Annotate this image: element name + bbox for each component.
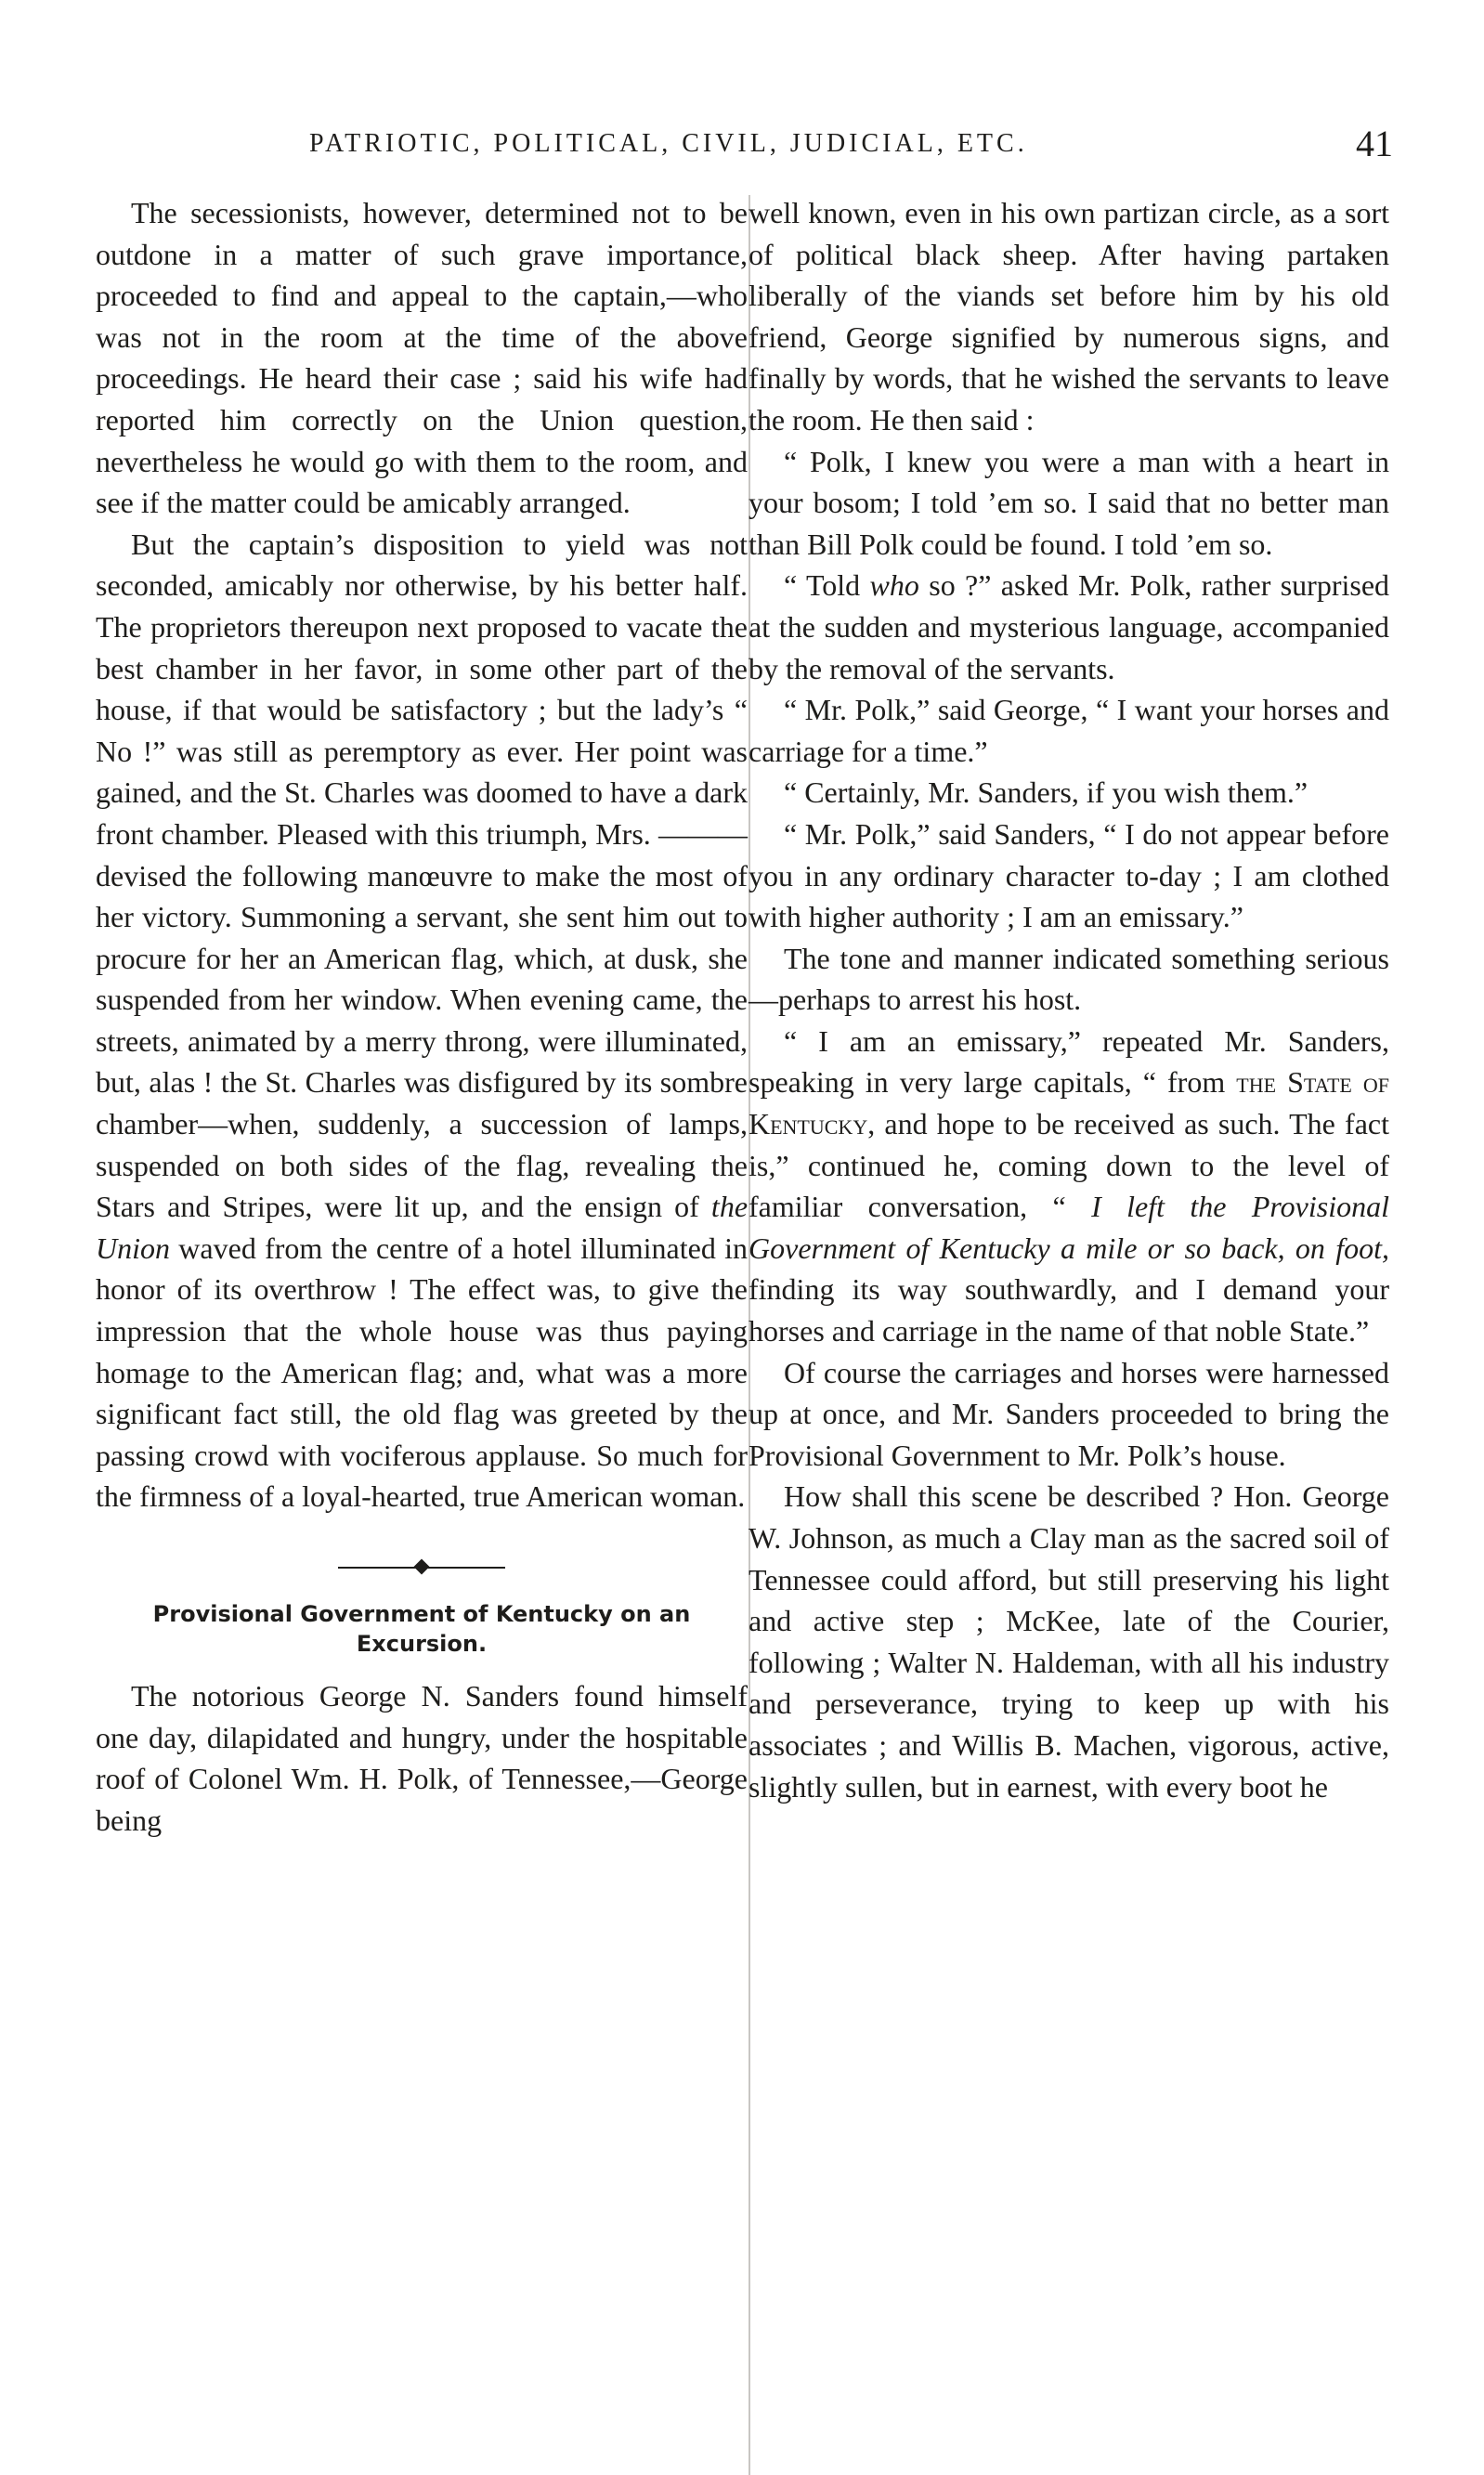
right-column bbox=[749, 192, 1389, 1807]
paragraph: “ Certainly, Mr. Sanders, if you wish them.” bbox=[784, 775, 1308, 810]
page-number: 41 bbox=[1356, 123, 1393, 164]
paragraph-text: “ Told bbox=[784, 568, 861, 603]
section-heading: Provisional Government of Kentucky on an Excursion. bbox=[152, 1601, 691, 1657]
paragraph: “ Polk, I knew you were a man with a heart in your bosom; I told ’em so. I said that no better man than Bill Polk could be found. I told ’em so. bbox=[749, 444, 1389, 561]
paragraph-text: But the captain’s disposition to yield was not seconded, amicably nor otherwise, by his better half. The proprietors thereupon next proposed to vacate the best chamber in her favor, in some other part of the house, if that would be satisfactory ; but the lady’s “ No !” was still as peremptory as ever. Her point was gained, and the St. Charles was doomed to have a dark front chamber. Pleased with this triumph, Mrs. ——— devised the following manœuvre to make the most of her victory. Summoning a servant, she sent him out to procure for her an American flag, which, at dusk, she suspended from her window. When evening came, the streets, animated by a merry throng, were illuminated, but, alas ! the St. Charles was disfigured by its sombre chamber—when, suddenly, a succession of lamps, suspended on both sides of the flag, revealing the Stars and Stripes, were lit up, and the ensign of bbox=[96, 527, 748, 1224]
separator-ornament bbox=[414, 1558, 430, 1574]
paragraph: “ Mr. Polk,” said Sanders, “ I do not appear before you in any ordinary character to-day ; I am clothed with higher authority ; I am an emissary.” bbox=[749, 816, 1389, 934]
paragraph: The tone and manner indicated something serious—perhaps to arrest his host. bbox=[749, 941, 1389, 1017]
paragraph: “ Mr. Polk,” said George, “ I want your horses and carriage for a time.” bbox=[749, 693, 1389, 768]
paragraph-text: so ?” asked Mr. Polk, rather surprised at the sudden and mysterious language, accompanied by the removal of the servants. bbox=[749, 568, 1390, 685]
smallcaps-text: the State of Kentucky, bbox=[749, 1065, 1390, 1141]
paragraph: The notorious George N. Sanders found himself one day, dilapidated and hungry, under the hospitable roof of Colonel Wm. H. Polk, of Tennessee,—George being bbox=[96, 1679, 748, 1837]
section-separator bbox=[96, 1555, 748, 1573]
italic-text: who bbox=[869, 568, 919, 603]
paragraph-text: and hope to be received as such. The fact is,” continued he, coming down to the level of familiar conversation, “ bbox=[749, 1107, 1390, 1224]
left-column bbox=[96, 192, 748, 1841]
paragraph-text: waved from the centre of a hotel illuminated in honor of its overthrow ! The effect was, to give the impression that the whole house was thus paying homage to the American flag; and, what was a more significant fact still, the old flag was greeted by the passing crowd with vociferous applause. So much for the firmness of a loyal-hearted, true American woman. bbox=[96, 1231, 749, 1514]
paragraph bbox=[749, 1021, 1389, 1352]
separator-line bbox=[338, 1567, 505, 1569]
page-header bbox=[0, 123, 1393, 175]
italic-text: I left the Provisional Government of Kentucky a mile or so back, on foot, bbox=[749, 1190, 1389, 1265]
paragraph: Of course the carriages and horses were harnessed up at once, and Mr. Sanders proceeded to bring the Provisional Government to Mr. Polk’s house. bbox=[749, 1355, 1389, 1472]
paragraph-text: “ I am an emissary,” repeated Mr. Sanders, speaking in very large capitals, “ from bbox=[749, 1023, 1389, 1100]
paragraph: The secessionists, however, determined not to be outdone in a matter of such grave importance, proceeded to find and appeal to the captain,—who was not in the room at the time of the above proceedings. He heard their case ; said his wife had reported him correctly on the Union question, nevertheless he would go with them to the room, and see if the matter could be amicably arranged. bbox=[96, 196, 748, 520]
paragraph bbox=[749, 565, 1389, 689]
italic-text: the Union bbox=[96, 1190, 749, 1265]
running-title: PATRIOTIC, POLITICAL, CIVIL, JUDICIAL, ETC. bbox=[309, 129, 1028, 158]
paragraph: well known, even in his own partizan circle, as a sort of political black sheep. After having partaken liberally of the viands set before him by his old friend, George signified by numerous signs, and finally by words, that he wished the servants to leave the room. He then said : bbox=[749, 196, 1389, 436]
paragraph: How shall this scene be described ? Hon. George W. Johnson, as much a Clay man as the sacred soil of Tennessee could afford, but still preserving his light and active step ; McKee, late of the Courier, following ; Walter N. Haldeman, with all his industry and perseverance, trying to keep up with his associates ; and Willis B. Machen, vigorous, active, slightly sullen, but in earnest, with every boot he bbox=[749, 1479, 1389, 1804]
paragraph-text: finding its way southwardly, and I demand your horses and carriage in the name of that noble State.” bbox=[749, 1272, 1389, 1348]
paragraph bbox=[96, 524, 748, 1518]
